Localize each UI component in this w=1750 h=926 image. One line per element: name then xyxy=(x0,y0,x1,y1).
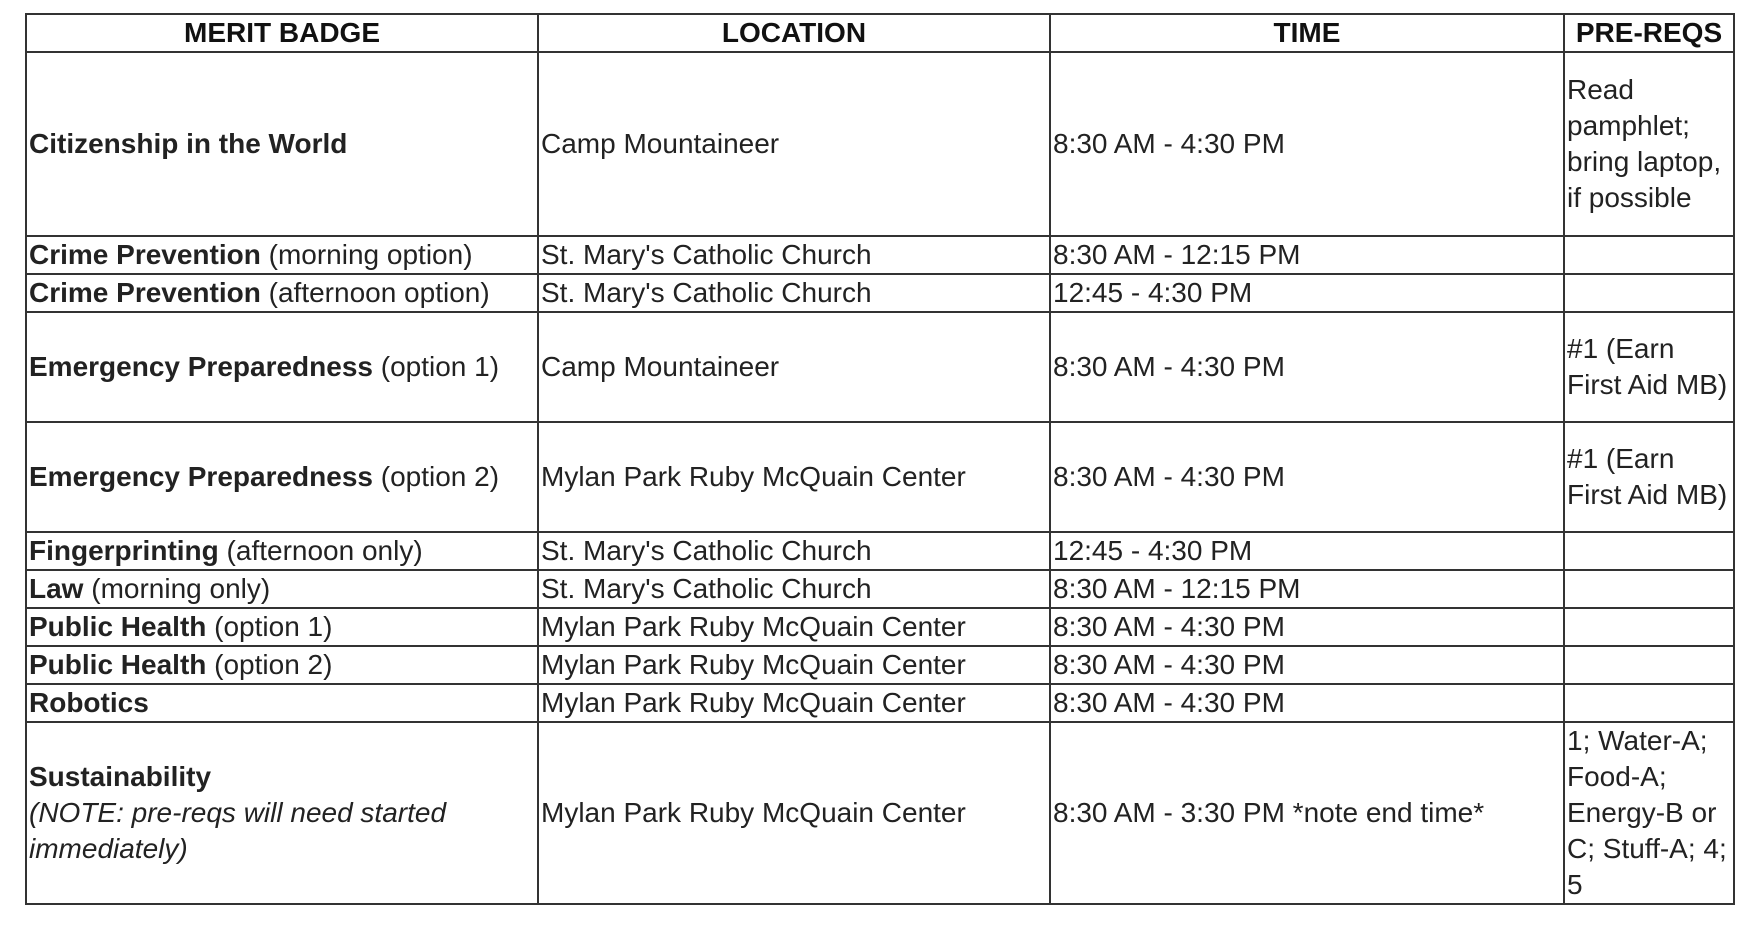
badge-note: (option 2) xyxy=(372,461,500,492)
time-cell: 8:30 AM - 4:30 PM xyxy=(1050,684,1564,722)
location-cell: Mylan Park Ruby McQuain Center xyxy=(538,422,1050,532)
prereqs-cell: Read pamphlet; bring laptop, if possible xyxy=(1564,52,1734,236)
header-location: LOCATION xyxy=(538,14,1050,52)
time-cell: 8:30 AM - 4:30 PM xyxy=(1050,312,1564,422)
badge-cell xyxy=(26,274,538,312)
header-prereqs: PRE-REQS xyxy=(1564,14,1734,52)
badge-name: Emergency Preparedness xyxy=(29,351,373,382)
header-merit-badge: MERIT BADGE xyxy=(26,14,538,52)
table-row xyxy=(26,312,1734,422)
badge-cell xyxy=(26,570,538,608)
badge-note: (morning option) xyxy=(260,239,473,270)
table-row xyxy=(26,646,1734,684)
badge-cell xyxy=(26,722,538,904)
badge-note: (morning only) xyxy=(83,573,271,604)
badge-name: Sustainability xyxy=(29,761,212,792)
time-cell: 12:45 - 4:30 PM xyxy=(1050,532,1564,570)
location-cell: St. Mary's Catholic Church xyxy=(538,236,1050,274)
badge-name: Crime Prevention xyxy=(29,277,261,308)
badge-name: Citizenship in the World xyxy=(29,128,348,159)
badge-name: Public Health xyxy=(29,649,207,680)
time-cell: 12:45 - 4:30 PM xyxy=(1050,274,1564,312)
time-cell: 8:30 AM - 4:30 PM xyxy=(1050,608,1564,646)
location-cell: Mylan Park Ruby McQuain Center xyxy=(538,608,1050,646)
table-row xyxy=(26,722,1734,904)
prereqs-cell xyxy=(1564,608,1734,646)
badge-name: Public Health xyxy=(29,611,207,642)
location-cell: Camp Mountaineer xyxy=(538,52,1050,236)
prereqs-cell xyxy=(1564,532,1734,570)
table-row xyxy=(26,422,1734,532)
badge-note: (NOTE: pre-reqs will need started immediately) xyxy=(29,797,447,864)
badge-cell xyxy=(26,52,538,236)
header-time: TIME xyxy=(1050,14,1564,52)
location-cell: St. Mary's Catholic Church xyxy=(538,274,1050,312)
badge-name: Law xyxy=(29,573,84,604)
header-row xyxy=(26,14,1734,52)
location-cell: Camp Mountaineer xyxy=(538,312,1050,422)
badge-name: Fingerprinting xyxy=(29,535,219,566)
time-cell: 8:30 AM - 12:15 PM xyxy=(1050,236,1564,274)
location-cell: St. Mary's Catholic Church xyxy=(538,570,1050,608)
badge-cell xyxy=(26,646,538,684)
prereqs-cell: #1 (Earn First Aid MB) xyxy=(1564,312,1734,422)
table-row xyxy=(26,608,1734,646)
location-cell: Mylan Park Ruby McQuain Center xyxy=(538,646,1050,684)
badge-cell xyxy=(26,312,538,422)
badge-note: (afternoon only) xyxy=(218,535,423,566)
time-cell: 8:30 AM - 3:30 PM *note end time* xyxy=(1050,722,1564,904)
table-row xyxy=(26,532,1734,570)
badge-cell xyxy=(26,684,538,722)
time-cell: 8:30 AM - 12:15 PM xyxy=(1050,570,1564,608)
badge-name: Emergency Preparedness xyxy=(29,461,373,492)
location-cell: Mylan Park Ruby McQuain Center xyxy=(538,684,1050,722)
time-cell: 8:30 AM - 4:30 PM xyxy=(1050,52,1564,236)
badge-note: (option 1) xyxy=(372,351,500,382)
badge-cell xyxy=(26,532,538,570)
badge-note: (option 2) xyxy=(206,649,333,680)
location-cell: Mylan Park Ruby McQuain Center xyxy=(538,722,1050,904)
badge-cell xyxy=(26,236,538,274)
badge-cell xyxy=(26,422,538,532)
table-row xyxy=(26,236,1734,274)
badge-note: (afternoon option) xyxy=(260,277,490,308)
badge-cell xyxy=(26,608,538,646)
prereqs-cell xyxy=(1564,684,1734,722)
prereqs-cell xyxy=(1564,236,1734,274)
time-cell: 8:30 AM - 4:30 PM xyxy=(1050,422,1564,532)
prereqs-cell xyxy=(1564,274,1734,312)
prereqs-cell: 1; Water-A; Food-A; Energy-B or C; Stuff-A; 4; 5 xyxy=(1564,722,1734,904)
prereqs-cell xyxy=(1564,646,1734,684)
table-row xyxy=(26,52,1734,236)
table-row xyxy=(26,570,1734,608)
badge-name: Robotics xyxy=(29,687,149,718)
location-cell: St. Mary's Catholic Church xyxy=(538,532,1050,570)
time-cell: 8:30 AM - 4:30 PM xyxy=(1050,646,1564,684)
badge-note: (option 1) xyxy=(206,611,333,642)
badge-name: Crime Prevention xyxy=(29,239,261,270)
merit-badge-schedule-table xyxy=(25,13,1735,905)
table-row xyxy=(26,274,1734,312)
prereqs-cell: #1 (Earn First Aid MB) xyxy=(1564,422,1734,532)
table-row xyxy=(26,684,1734,722)
prereqs-cell xyxy=(1564,570,1734,608)
